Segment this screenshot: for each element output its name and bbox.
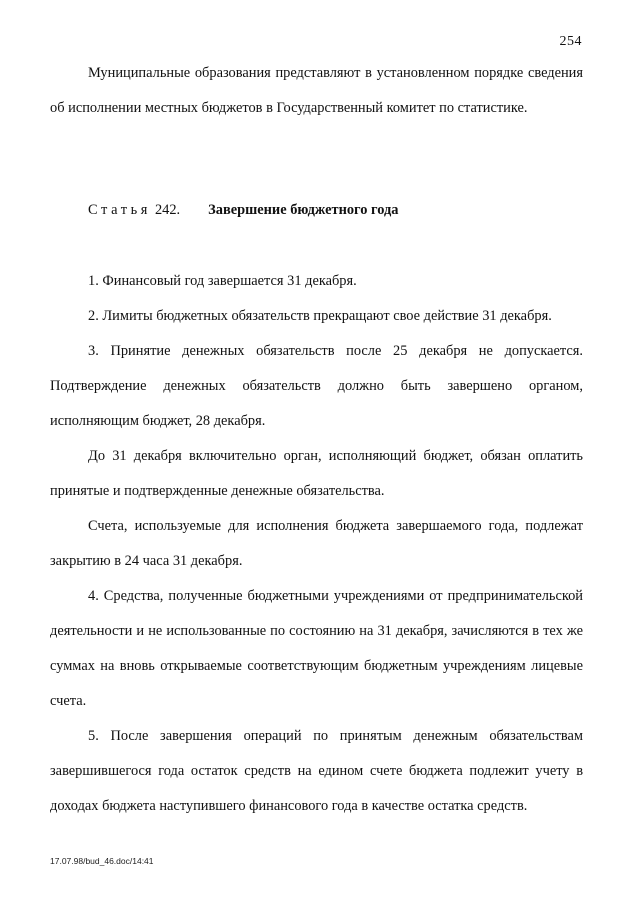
article-body <box>50 264 583 824</box>
article-label: Статья <box>88 202 151 218</box>
paragraph-3-continued: До 31 декабря включительно орган, исполняющий бюджет, обязан оплатить принятые и подтвержденные денежные обязательства. <box>50 448 583 499</box>
page-number: 254 <box>559 34 582 49</box>
intro-paragraph: Муниципальные образования представляют в установленном порядке сведения об исполнении местных бюджетов в Государственный комитет по статистике. <box>50 65 583 116</box>
article-number: 242. <box>154 202 181 218</box>
footer-filename: 17.07.98/bud_46.doc/14:41 <box>50 856 154 866</box>
intro-section <box>50 56 583 126</box>
paragraph-4: 4. Средства, полученные бюджетными учреждениями от предпринимательской деятельности и не использованные по состоянию на 31 декабря, зачисляются в тех же суммах на вновь открываемые соответствующим бюджетным учреждениям лицевые счета. <box>50 588 583 709</box>
paragraph-3-accounts: Счета, используемые для исполнения бюджета завершаемого года, подлежат закрытию в 24 часа 31 декабря. <box>50 518 583 569</box>
article-heading <box>88 193 398 228</box>
paragraph-3: 3. Принятие денежных обязательств после 25 декабря не допускается. Подтверждение денежных обязательств должно быть завершено органом, исполняющим бюджет, 28 декабря. <box>50 343 583 429</box>
paragraph-1: 1. Финансовый год завершается 31 декабря. <box>88 273 357 289</box>
article-title: Завершение бюджетного года <box>208 202 399 218</box>
paragraph-5: 5. После завершения операций по принятым денежным обязательствам завершившегося года остаток средств на едином счете бюджета подлежит учету в доходах бюджета наступившего финансового года в качестве остатка средств. <box>50 728 583 814</box>
paragraph-2: 2. Лимиты бюджетных обязательств прекращают свое действие 31 декабря. <box>88 308 552 324</box>
